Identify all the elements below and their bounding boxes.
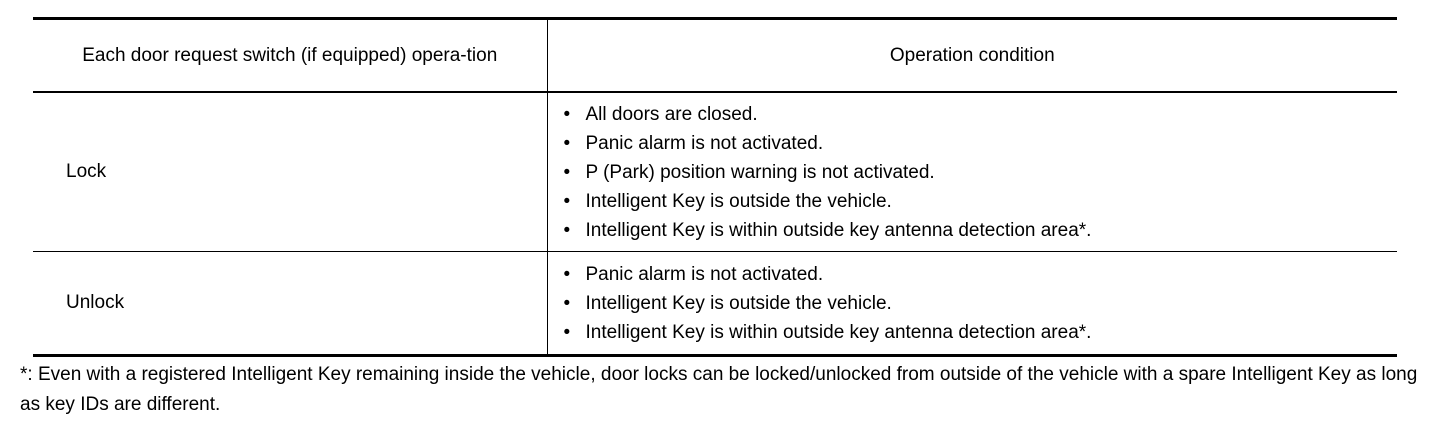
condition-cell-lock xyxy=(547,92,1397,252)
table-header-row xyxy=(33,19,1397,93)
table-row-unlock xyxy=(33,252,1397,356)
list-item: • Intelligent Key is within outside key antenna detection area*. xyxy=(564,216,1398,245)
list-item: • Panic alarm is not activated. xyxy=(564,129,1398,158)
operation-cell-unlock: Unlock xyxy=(33,252,547,356)
list-item: • Panic alarm is not activated. xyxy=(564,260,1398,289)
table-row-lock xyxy=(33,92,1397,252)
operation-condition-table xyxy=(33,17,1397,357)
list-item: • Intelligent Key is outside the vehicle. xyxy=(564,187,1398,216)
list-item: • Intelligent Key is within outside key antenna detection area*. xyxy=(564,318,1398,347)
condition-list-lock xyxy=(564,100,1398,245)
operation-cell-lock: Lock xyxy=(33,92,547,252)
list-item: • P (Park) position warning is not activated. xyxy=(564,158,1398,187)
condition-list-unlock xyxy=(564,260,1398,347)
footnote: *: Even with a registered Intelligent Key remaining inside the vehicle, door locks can be locked/unlocked from outside of the vehicle with a spare Intelligent Key as long as key IDs are different. xyxy=(20,364,1418,415)
column-header-condition: Operation condition xyxy=(889,45,1055,66)
list-item: • Intelligent Key is outside the vehicle. xyxy=(564,289,1398,318)
list-item: • All doors are closed. xyxy=(564,100,1398,129)
condition-cell-unlock xyxy=(547,252,1397,356)
column-header-operation: Each door request switch (if equipped) opera-tion xyxy=(33,19,547,93)
